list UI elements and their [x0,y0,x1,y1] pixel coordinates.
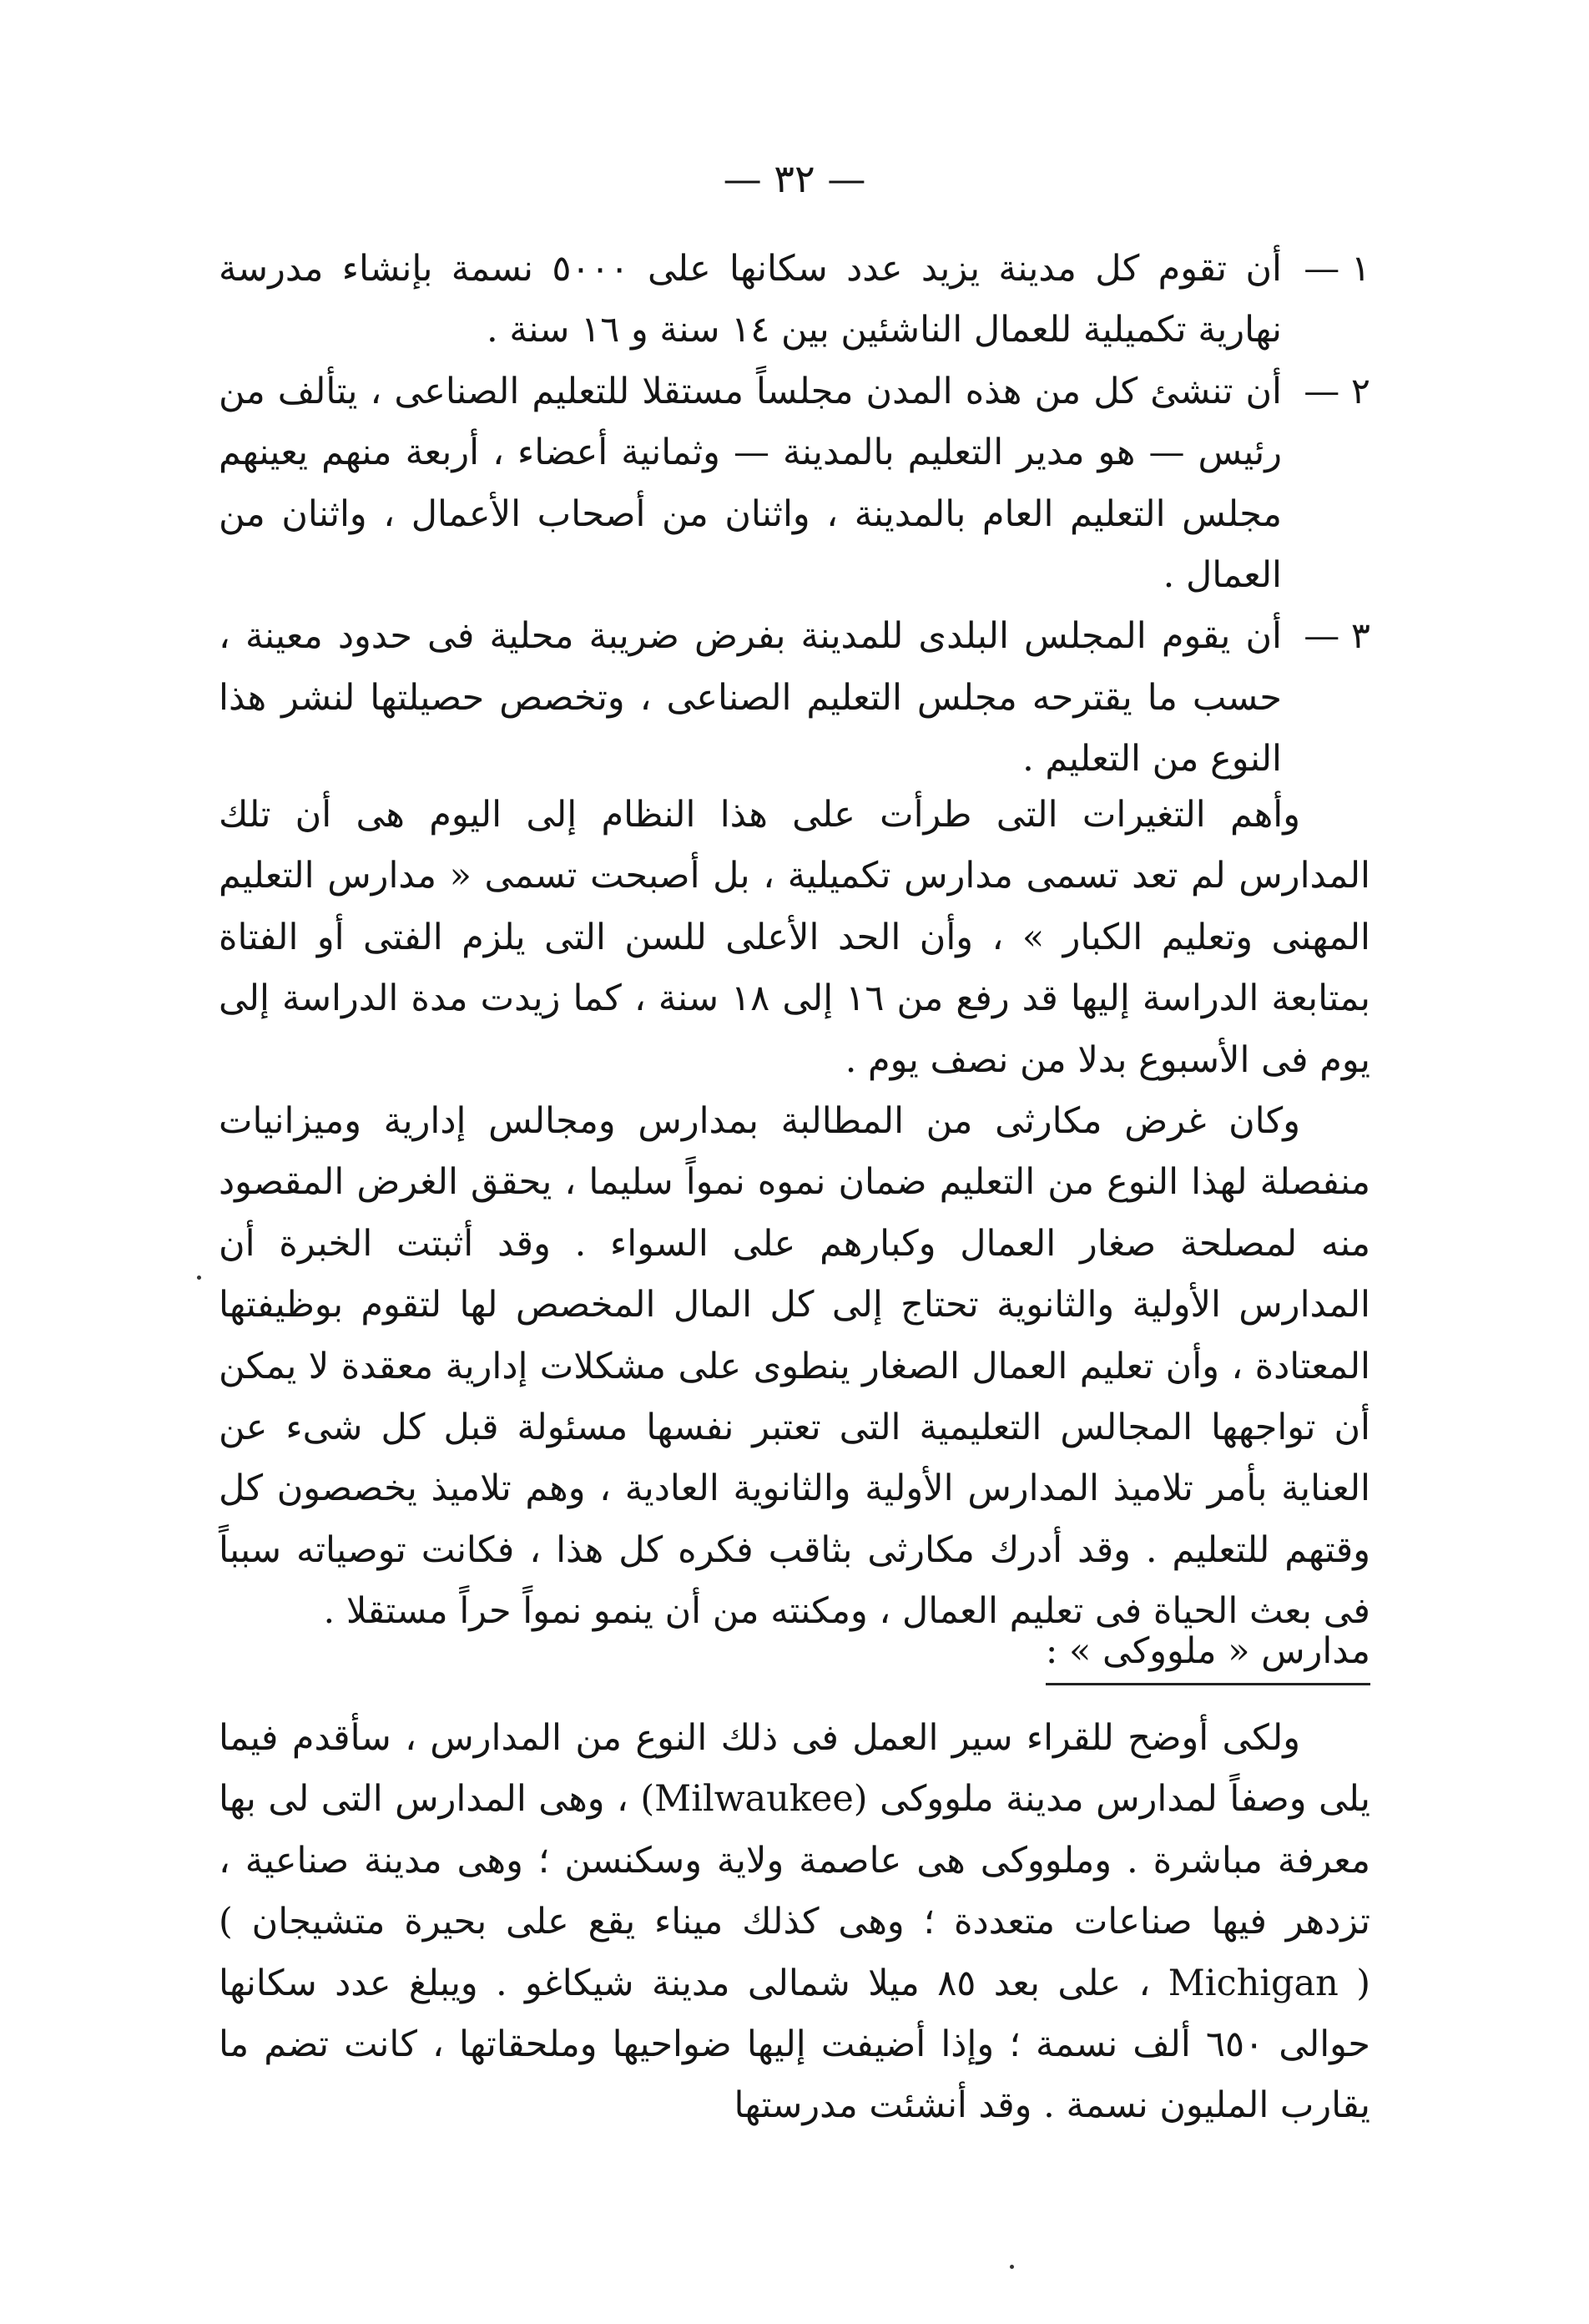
section-heading: مدارس « ملووكى » : [1046,1626,1370,1685]
milwaukee-text-1: ولكى أوضح للقراء سير العمل فى ذلك النوع من المدارس ، سأقدم فيما يلى وصفاً لمدارس مدينة ملووكى [219,1717,1371,1821]
list-item-number: ١ — [1304,248,1370,290]
paragraph-changes: وأهم التغيرات التى طرأت على هذا النظام إلى اليوم هى أن تلك المدارس لم تعد تسمى مدارس تكميلية ، بل أصبحت تسمى « مدارس التعليم المهنى وتعليم الكبار » ، وأن الحد الأعلى للسن التى يلزم الفتى أو الفتاة بمتابعة الدراسة إليها قد رفع من ١٦ إلى ١٨ سنة ، كما زيدت مدة الدراسة إلى يوم فى الأسبوع بدلا من نصف يوم . [219,794,1370,1081]
paragraph-milwaukee [219,1708,1370,2137]
list-item [219,361,1370,607]
list-item-text: أن يقوم المجلس البلدى للمدينة بفرض ضريبة محلية فى حدود معينة ، حسب ما يقترحه مجلس التعليم الصناعى ، وتخصص حصيلتها لنشر هذا النوع من التعليم . [219,615,1282,781]
michigan-latin-name: ( Michigan ) [219,1901,1370,2004]
body-text [219,785,1370,1643]
milwaukee-text-2: ، وهى المدارس التى لى بها معرفة مباشرة . وملووكى هى عاصمة ولاية وسكنسن ؛ وهى مدينة صناعية ، تزدهر فيها صناعات متعددة ؛ وهى كذلك ميناء يقع على بحيرة متشيجان [219,1778,1371,1943]
list-item-text: أن تقوم كل مدينة يزيد عدد سكانها على ٥٠٠٠ نسمة بإنشاء مدرسة نهارية تكميلية للعمال الناشئين بين ١٤ سنة و ١٦ سنة . [219,248,1282,351]
list-item [219,239,1370,361]
numbered-list [219,239,1370,791]
milwaukee-text-3: ، على بعد ٨٥ ميلا شمالى مدينة شيكاغو . ويبلغ عدد سكانها حوالى ٦٥٠ ألف نسمة ؛ وإذا أضيفت إليها ضواحيها وملحقاتها ، كانت تضم ما يقارب المليون نسمة . وقد أنشئت مدرستها [219,1962,1370,2127]
milwaukee-section [219,1708,1370,2137]
paragraph-mccarthy: وكان غرض مكارثى من المطالبة بمدارس ومجالس إدارية وميزانيات منفصلة لهذا النوع من التعليم ضمان نموه نمواً سليما ، يحقق الغرض المقصود منه لمصلحة صغار العمال وكبارهم على السواء . وقد أثبتت الخبرة أن المدارس الأولية والثانوية تحتاج إلى كل المال المخصص لها لتقوم بوظيفتها المعتادة ، وأن تعليم العمال الصغار ينطوى على مشكلات إدارية معقدة لا يمكن أن تواجهها المجالس التعليمية التى تعتبر نفسها مسئولة قبل كل شىء عن العناية بأمر تلاميذ المدارس الأولية والثانوية العادية ، وهم تلاميذ يخصصون كل وقتهم للتعليم . وقد أدرك مكارثى بثاقب فكره كل هذا ، فكانت توصياته سبباً فى بعث الحياة فى تعليم العمال ، ومكنته من أن ينمو نمواً حراً مستقلا . [219,1100,1370,1633]
list-item-number: ٣ — [1304,615,1370,658]
milwaukee-latin-name: (Milwaukee) [640,1778,868,1821]
list-item [219,606,1370,790]
scan-speck [197,1276,201,1280]
page-number: — ٣٢ — [723,156,866,201]
scan-speck [1010,2265,1014,2269]
list-item-text: أن تنشئ كل من هذه المدن مجلساً مستقلا للتعليم الصناعى ، يتألف من رئيس — هو مدير التعليم بالمدينة — وثمانية أعضاء ، أربعة منهم يعينهم مجلس التعليم العام بالمدينة ، واثنان من أصحاب الأعمال ، واثنان من العمال . [219,370,1282,597]
list-item-number: ٢ — [1304,370,1370,412]
